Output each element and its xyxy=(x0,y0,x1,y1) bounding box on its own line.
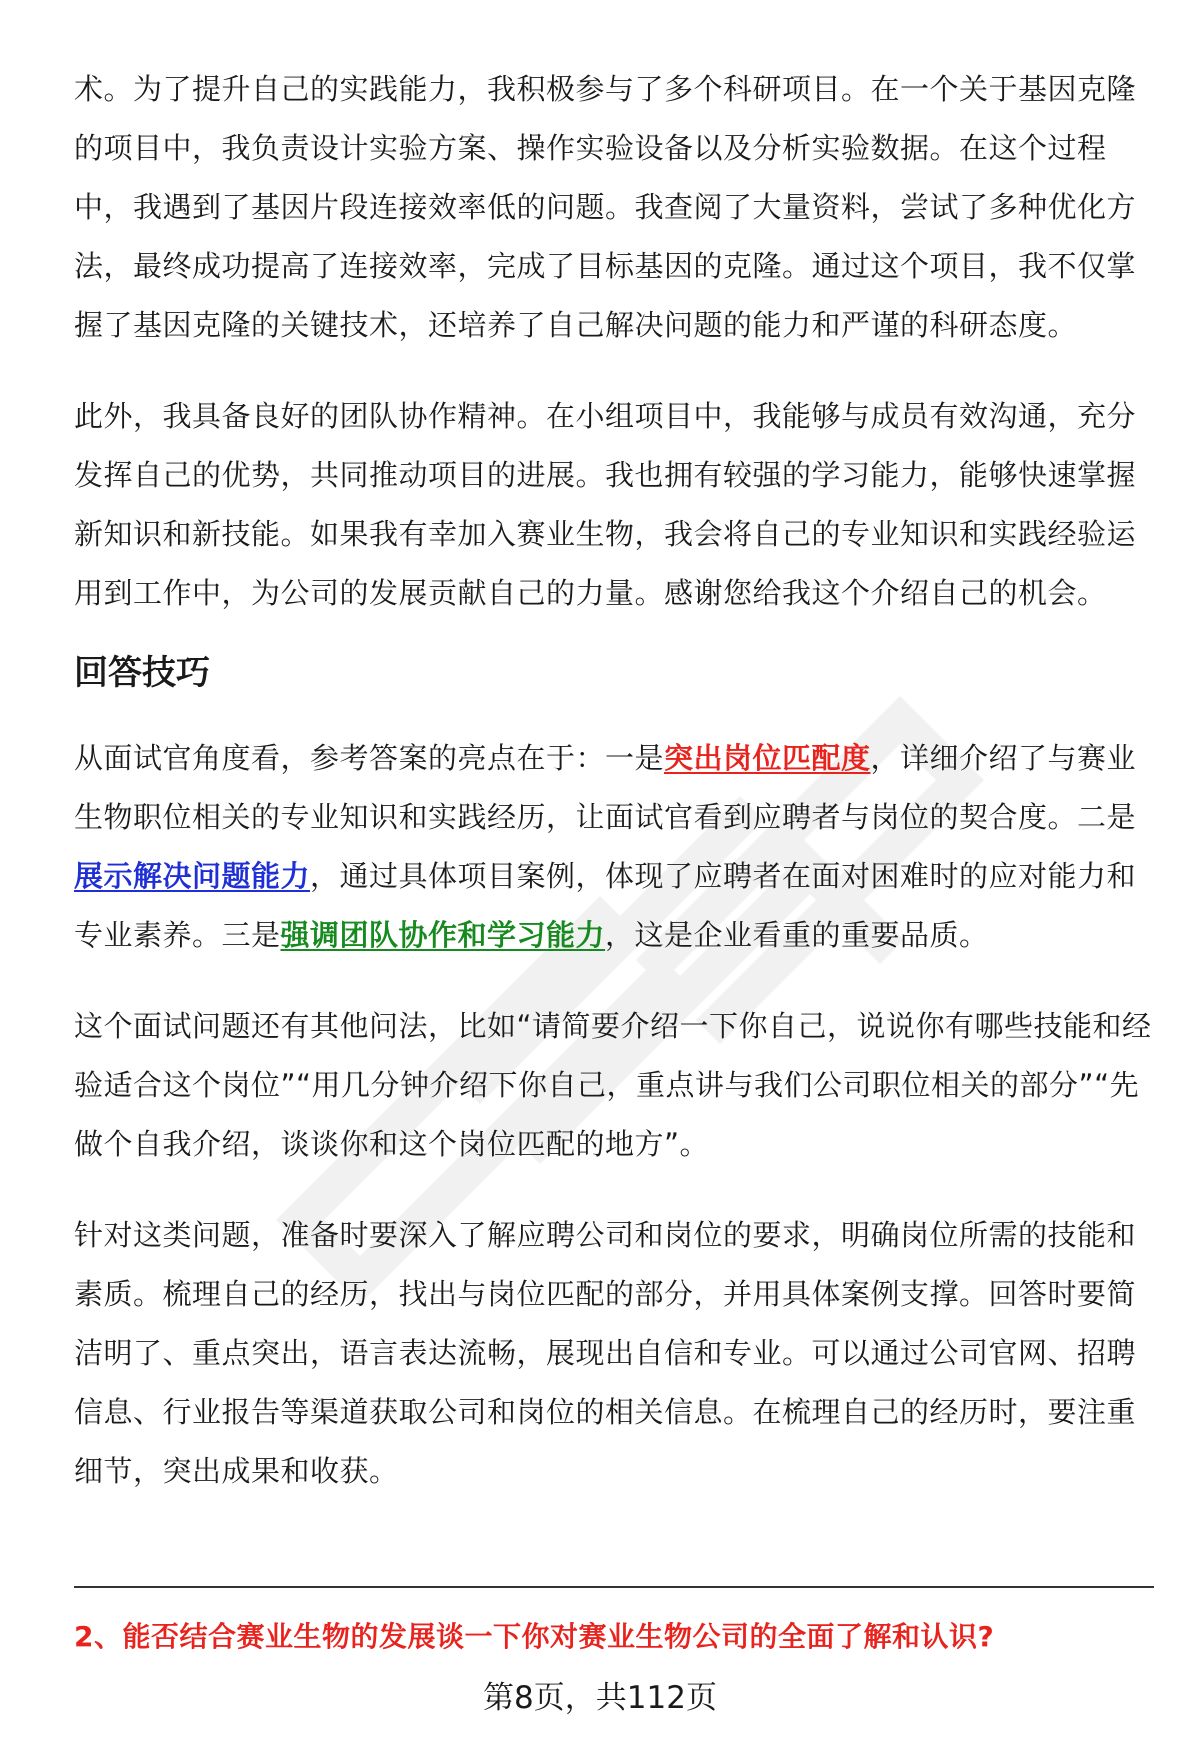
paragraph-answer-highlights xyxy=(74,729,1154,965)
tip-text-1d: ，这是企业看重的重要品质。 xyxy=(605,918,989,952)
paragraph-alternative-questions: 这个面试问题还有其他问法，比如“请简要介绍一下你自己，说说你有哪些技能和经验适合这个岗位”“用几分钟介绍下你自己，重点讲与我们公司职位相关的部分”“先做个自我介绍，谈谈你和这个岗位匹配的地方”。 xyxy=(74,1009,1152,1161)
paragraph-project-experience: 术。为了提升自己的实践能力，我积极参与了多个科研项目。在一个关于基因克隆的项目中，我负责设计实验方案、操作实验设备以及分析实验数据。在这个过程中，我遇到了基因片段连接效率低的问题。我查阅了大量资料，尝试了多种优化方法，最终成功提高了连接效率，完成了目标基因的克隆。通过这个项目，我不仅掌握了基因克隆的关键技术，还培养了自己解决问题的能力和严谨的科研态度。 xyxy=(74,72,1137,342)
page-number: 第8页，共112页 xyxy=(483,1680,717,1716)
main-content xyxy=(74,60,1154,1501)
section-heading: 回答技巧 xyxy=(74,653,210,693)
tip-text-1b: ，详细介绍了与赛业生物职位相关的专业知识和实践经历，让面试官看到应聘者与岗位的契合度。二是 xyxy=(74,741,1137,834)
paragraph-teamwork: 此外，我具备良好的团队协作精神。在小组项目中，我能够与成员有效沟通，充分发挥自己的优势，共同推动项目的进展。我也拥有较强的学习能力，能够快速掌握新知识和新技能。如果我有幸加入赛业生物，我会将自己的专业知识和实践经验运用到工作中，为公司的发展贡献自己的力量。感谢您给我这个介绍自己的机会。 xyxy=(74,399,1137,610)
paragraph-preparation-advice: 针对这类问题，准备时要深入了解应聘公司和岗位的要求，明确岗位所需的技能和素质。梳理自己的经历，找出与岗位匹配的部分，并用具体案例支撑。回答时要简洁明了、重点突出，语言表达流畅，展现出自信和专业。可以通过公司官网、招聘信息、行业报告等渠道获取公司和岗位的相关信息。在梳理自己的经历时，要注重细节，突出成果和收获。 xyxy=(74,1218,1137,1488)
tip-text-1c: ，通过具体项目案例，体现了应聘者在面对困难时的应对能力和专业素养。三是 xyxy=(74,859,1137,952)
highlight-teamwork-learning: 强调团队协作和学习能力 xyxy=(280,918,606,952)
next-question-title: 2、能否结合赛业生物的发展谈一下你对赛业生物公司的全面了解和认识? xyxy=(74,1620,995,1653)
highlight-problem-solving: 展示解决问题能力 xyxy=(74,859,311,893)
section-divider xyxy=(74,1586,1154,1588)
tip-text-1a: 从面试官角度看，参考答案的亮点在于：一是 xyxy=(74,741,665,775)
highlight-job-match: 突出岗位匹配度 xyxy=(664,741,871,775)
